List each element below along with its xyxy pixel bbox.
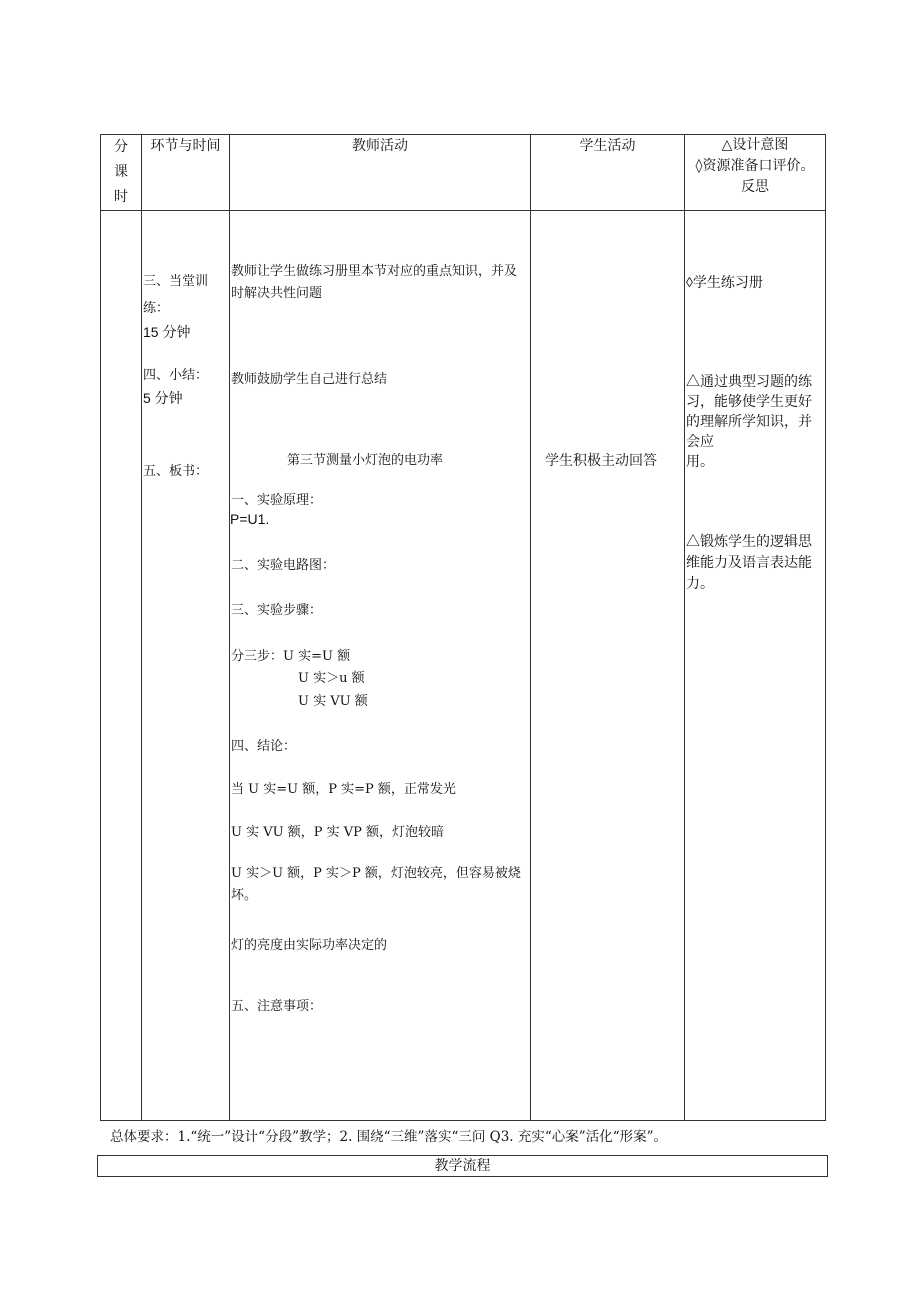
design-intent-practice: △通过典型习题的练习，能够使学生更好的理解所学知识，并会应 用。	[686, 373, 812, 469]
header-design-intent: △设计意图 ◊资源准备口评价。 反思	[685, 135, 826, 211]
conclusion-bright: U 实＞U 额，P 实＞P 额，灯泡较亮，但容易被烧坏。	[231, 866, 521, 903]
board-item-steps: 三、实验步骤：	[231, 603, 323, 618]
header-teacher-activity: 教师活动	[230, 135, 531, 211]
stage-practice-time: 15 分钟	[143, 324, 191, 340]
header-stage-time: 环节与时间	[142, 135, 230, 211]
header-row	[101, 135, 826, 211]
student-cell	[531, 211, 685, 1121]
conclusion-normal: 当 U 实=U 额，P 实=P 额，正常发光	[231, 782, 456, 797]
content-row	[101, 211, 826, 1121]
overall-requirement-note: 总体要求：1.“统一”设计“分段”教学；2. 围绕“三维”落实“三问 Q3. 充实“心案”活化“形案”。	[110, 1129, 667, 1145]
board-item-conclusion: 四、结论：	[231, 739, 297, 754]
board-step-1: 分三步：U 实=U 额	[231, 649, 351, 664]
conclusion-dim: U 实 VU 额，P 实 VP 额，灯泡较暗	[231, 825, 444, 840]
header-lesson-period: 分 课 时	[101, 135, 142, 211]
resource-workbook: ◊学生练习册	[686, 274, 763, 290]
teacher-summary-text: 教师鼓励学生自己进行总结	[231, 372, 388, 387]
board-item-circuit: 二、实验电路图：	[231, 558, 336, 573]
teaching-flow-header: 教学流程	[97, 1155, 828, 1177]
board-item-notes: 五、注意事项：	[231, 999, 323, 1014]
lesson-plan-table	[100, 134, 826, 1121]
stage-summary-time: 5 分钟	[143, 390, 183, 406]
stage-practice-label-2: 练：	[143, 301, 170, 316]
header-student-activity: 学生活动	[531, 135, 685, 211]
stage-cell	[142, 211, 230, 1121]
board-item-principle: 一、实验原理：	[231, 493, 323, 508]
board-step-3: U 实 VU 额	[298, 694, 368, 709]
design-cell	[685, 211, 826, 1121]
student-activity-text: 学生积极主动回答	[545, 452, 657, 468]
board-formula: P=U1.	[230, 511, 270, 527]
board-step-2: U 实＞u 额	[298, 671, 365, 686]
teacher-practice-text: 教师让学生做练习册里本节对应的重点知识，并及时解决共性问题	[231, 264, 518, 301]
conclusion-brightness: 灯的亮度由实际功率决定的	[231, 938, 388, 953]
period-cell	[101, 211, 142, 1121]
board-title: 第三节测量小灯泡的电功率	[287, 453, 444, 468]
design-intent-logic: △锻炼学生的逻辑思维能力及语言表达能力。	[686, 533, 812, 591]
stage-board-label: 五、板书：	[143, 464, 209, 479]
stage-summary-label: 四、小结：	[143, 368, 209, 383]
stage-practice-label: 三、当堂训	[143, 274, 209, 289]
teacher-cell	[230, 211, 531, 1121]
